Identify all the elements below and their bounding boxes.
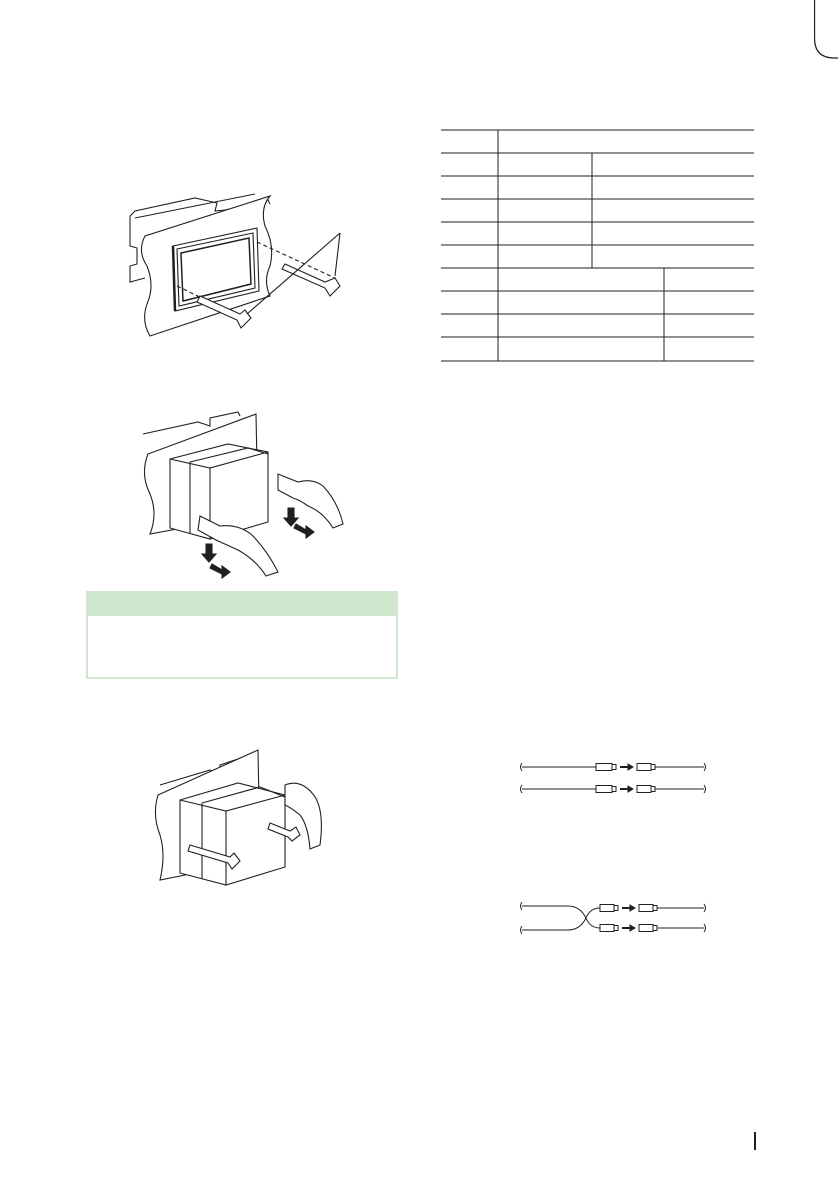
note-header (88, 593, 396, 616)
unit-with-removal-keys-icon (125, 186, 365, 356)
note-box (86, 591, 398, 679)
margin-tab (814, 0, 838, 60)
connector-pair-split (518, 890, 713, 940)
spec-table (441, 128, 754, 364)
hand-holding-unit-icon (150, 745, 335, 890)
hands-pulling-unit-icon (128, 404, 358, 584)
split-plug-to-socket-arrow-icon (518, 890, 713, 940)
plug-to-socket-arrow-icon (518, 755, 713, 805)
page-number-divider (754, 1132, 756, 1150)
removal-keys-figure (125, 186, 365, 356)
unit-removed-figure (150, 745, 335, 890)
connector-pair-single (518, 755, 713, 805)
unit-pull-out-figure (128, 404, 358, 584)
